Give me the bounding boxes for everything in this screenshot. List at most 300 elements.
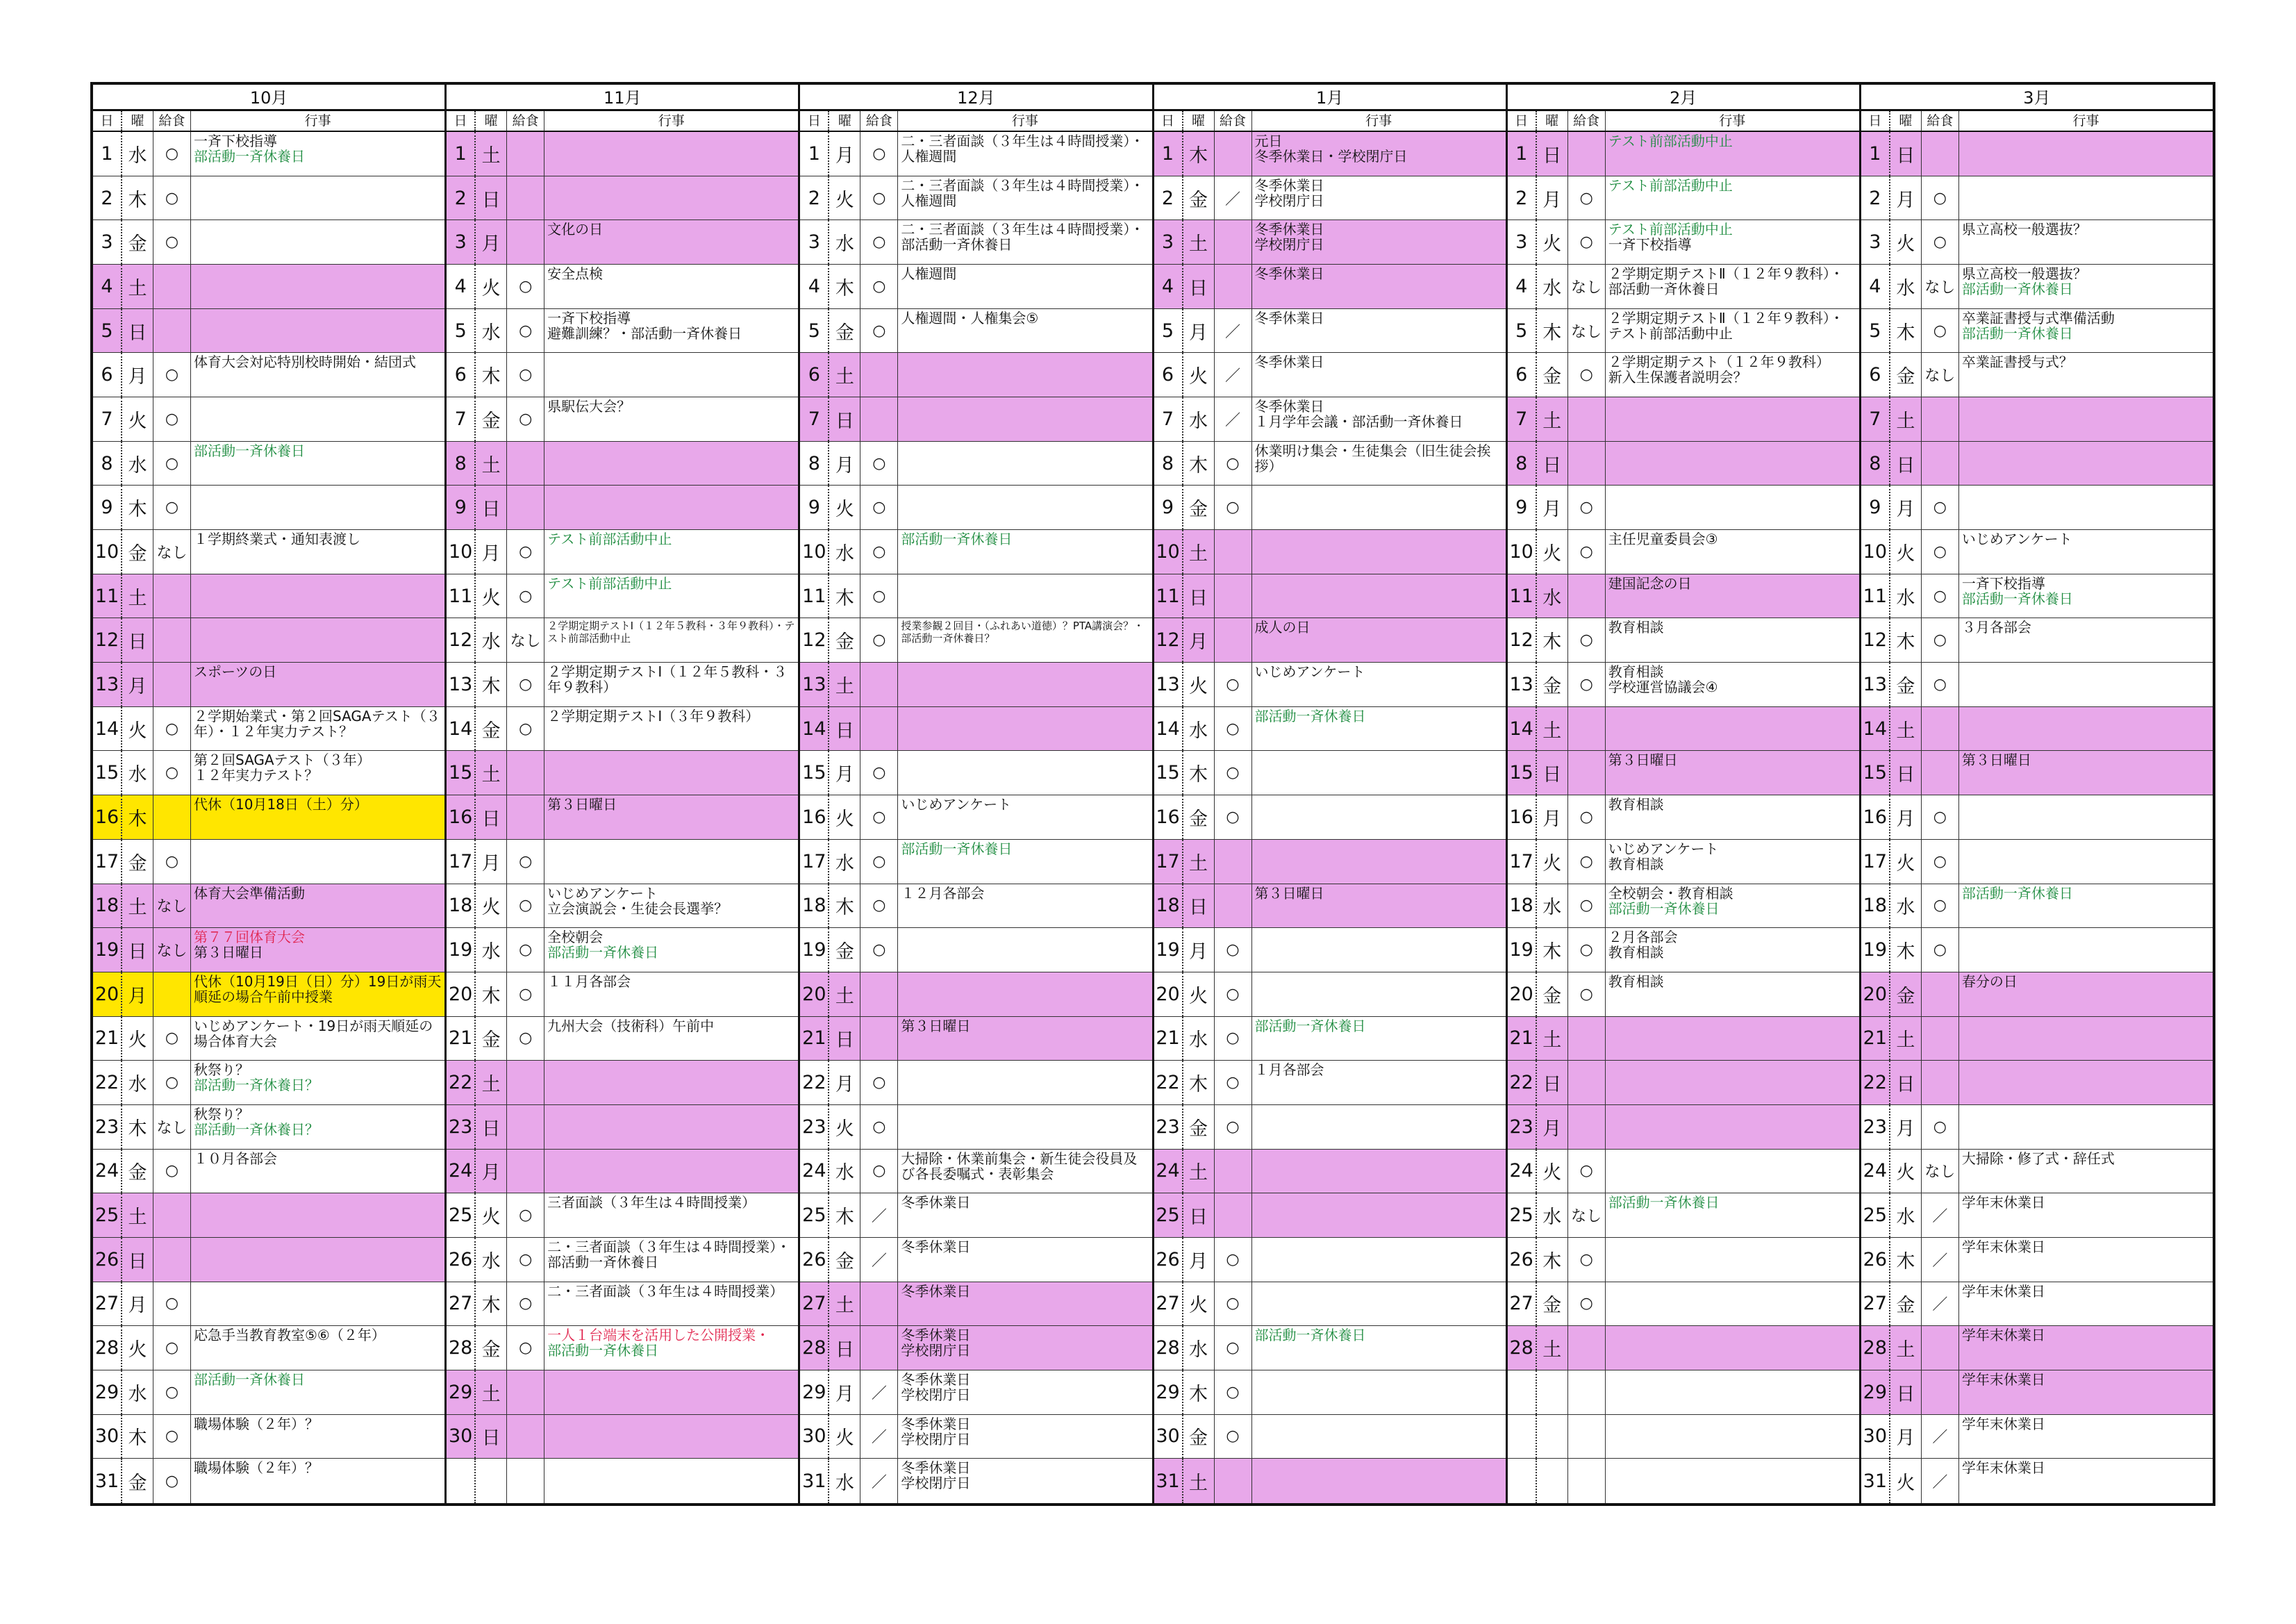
day-row (447, 1459, 798, 1503)
event-cell (897, 442, 1151, 486)
meal-status: ○ (1921, 530, 1958, 574)
weekday: 水 (828, 1150, 860, 1193)
meal-status (153, 663, 190, 706)
weekday: 木 (474, 972, 506, 1016)
meal-status: ／ (860, 1238, 897, 1282)
event-cell (1605, 1238, 1859, 1282)
day-row (1508, 574, 1859, 619)
weekday: 土 (1182, 1459, 1214, 1503)
weekday: 土 (828, 353, 860, 397)
event-text: 避難訓練？・部活動一斉休養日 (547, 324, 742, 342)
weekday: 月 (1536, 486, 1567, 529)
weekday: 月 (121, 1282, 153, 1326)
meal-status (153, 1238, 190, 1282)
day-row (447, 176, 798, 221)
weekday: 土 (474, 1061, 506, 1104)
day-row (93, 1370, 444, 1415)
event-text: 冬季休業日 (1254, 398, 1324, 415)
weekday: 日 (828, 707, 860, 751)
day-number: 3 (101, 231, 113, 254)
day-number: 11 (1863, 585, 1888, 607)
event-cell (1251, 1415, 1506, 1459)
meal-status: なし (1567, 265, 1605, 308)
weekday: 月 (828, 751, 860, 795)
event-text: 三者面談（３年生は４時間授業） (547, 1194, 756, 1211)
event-cell (1605, 1459, 1859, 1503)
event-cell (897, 1459, 1151, 1503)
day-row (447, 884, 798, 929)
event-cell (897, 1061, 1151, 1104)
day-number: 21 (1508, 1017, 1536, 1061)
day-number: 23 (447, 1105, 474, 1149)
event-cell (897, 574, 1151, 618)
weekday: 金 (1536, 1282, 1567, 1326)
event-text: 部活動一斉休養日 (901, 840, 1013, 857)
meal-status: ○ (860, 574, 897, 618)
meal-status: ○ (153, 132, 190, 176)
meal-status (1921, 132, 1958, 176)
day-row (1508, 486, 1859, 530)
day-row (1508, 1326, 1859, 1370)
weekday: 火 (1889, 1459, 1921, 1503)
event-text: 第７７回体育大会 (194, 929, 305, 946)
meal-status (1214, 220, 1251, 264)
month-title: 2月 (1508, 85, 1859, 111)
weekday: 木 (1889, 1238, 1921, 1282)
event-cell (1958, 1282, 2213, 1326)
meal-status: ○ (1921, 486, 1958, 529)
weekday-header: 曜 (1889, 111, 1921, 131)
meal-status: ○ (153, 751, 190, 795)
event-cell (1958, 884, 2213, 928)
day-row (447, 795, 798, 840)
day-number: 17 (802, 850, 826, 872)
meal-status (1214, 530, 1251, 574)
day-row (447, 265, 798, 309)
event-text: 春分の日 (1961, 972, 2018, 990)
day-row (93, 265, 444, 309)
month-title: 3月 (1861, 85, 2213, 111)
weekday: 木 (121, 795, 153, 839)
event-text: 大掃除・修了式・辞任式 (1961, 1150, 2115, 1167)
meal-status: ○ (153, 353, 190, 397)
event-cell (1251, 1061, 1506, 1104)
meal-status: ○ (153, 1282, 190, 1326)
meal-status: ○ (506, 1238, 544, 1282)
event-text: 秋祭り？ (194, 1061, 249, 1079)
weekday: 月 (1536, 176, 1567, 220)
day-number: 11 (448, 585, 473, 607)
day-row (1154, 220, 1506, 265)
day-number: 5 (1869, 320, 1881, 342)
day-row (1861, 1061, 2213, 1105)
weekday: 木 (474, 353, 506, 397)
meal-status (506, 220, 544, 264)
event-text: 第３日曜日 (1961, 752, 2031, 769)
column-header-row (1508, 111, 1859, 132)
day-row (1154, 265, 1506, 309)
day-number: 1 (447, 132, 474, 176)
event-text: 部活動一斉休養日 (1608, 1194, 1720, 1211)
month-column (444, 85, 798, 1503)
meal-status (1921, 442, 1958, 486)
event-text: 全校朝会・教育相談 (1608, 884, 1733, 902)
weekday: 日 (121, 309, 153, 353)
day-number: 14 (1156, 718, 1180, 740)
event-cell (1605, 353, 1859, 397)
weekday: 日 (1182, 265, 1214, 308)
day-number: 15 (1156, 762, 1180, 784)
day-number: 3 (1515, 231, 1528, 254)
event-cell (544, 486, 798, 529)
weekday: 月 (1182, 928, 1214, 972)
meal-status: ○ (1214, 442, 1251, 486)
event-text: 全校朝会 (547, 929, 604, 946)
weekday: 金 (828, 618, 860, 662)
day-number: 19 (1156, 939, 1180, 961)
weekday: 火 (828, 176, 860, 220)
meal-status (1567, 442, 1605, 486)
day-number: 22 (1508, 1061, 1536, 1104)
event-text: 安全点検 (547, 265, 604, 283)
column-header-row (93, 111, 444, 132)
day-row (1508, 1459, 1859, 1503)
meal-status: ○ (1921, 928, 1958, 972)
event-cell (190, 265, 444, 308)
day-row (1154, 309, 1506, 354)
event-text: 冬季休業日 (901, 1459, 971, 1477)
day-number: 8 (447, 442, 474, 486)
weekday: 日 (1182, 574, 1214, 618)
meal-status: ／ (1214, 397, 1251, 441)
weekday: 日 (474, 1415, 506, 1459)
day-row (1508, 1193, 1859, 1238)
event-cell (1958, 353, 2213, 397)
event-text: テスト前部活動中止 (1608, 176, 1733, 194)
event-cell (544, 1370, 798, 1414)
meal-status: ○ (860, 220, 897, 264)
event-cell (897, 220, 1151, 264)
weekday: 日 (828, 1017, 860, 1061)
event-cell (1251, 530, 1506, 574)
weekday: 日 (1536, 1061, 1567, 1104)
day-number: 6 (800, 353, 828, 397)
day-number: 10 (448, 540, 473, 563)
day-header: 日 (100, 113, 114, 129)
day-number: 12 (1509, 629, 1533, 652)
event-cell (1605, 884, 1859, 928)
day-number: 7 (1161, 408, 1174, 430)
meal-status: ○ (506, 1326, 544, 1370)
day-row (447, 486, 798, 530)
day-row (800, 442, 1151, 486)
event-cell (190, 530, 444, 574)
event-cell (190, 751, 444, 795)
event-text: 二・三者面談（３年生は４時間授業）・人権週間 (901, 176, 1145, 209)
meal-status (1567, 707, 1605, 751)
day-row (93, 795, 444, 840)
weekday: 火 (1536, 840, 1567, 884)
event-cell (1958, 1017, 2213, 1061)
meal-status: ○ (153, 1370, 190, 1414)
day-number: 2 (1161, 187, 1174, 209)
day-number: 2 (101, 187, 113, 209)
day-row (800, 972, 1151, 1017)
event-cell (190, 707, 444, 751)
weekday: 木 (1182, 1370, 1214, 1414)
day-row (93, 1326, 444, 1370)
day-row (447, 397, 798, 442)
event-cell (544, 1193, 798, 1237)
event-text: 学年末休業日 (1961, 1194, 2045, 1211)
event-text: ３月各部会 (1961, 619, 2031, 636)
day-number: 18 (802, 895, 826, 917)
month-title: 1月 (1154, 85, 1506, 111)
day-row (93, 530, 444, 574)
event-cell (1251, 840, 1506, 884)
day-row (447, 618, 798, 663)
column-header-row (447, 111, 798, 132)
day-number: 4 (1869, 275, 1881, 297)
event-cell (190, 928, 444, 972)
weekday: 金 (828, 928, 860, 972)
meal-status (860, 353, 897, 397)
event-cell (190, 309, 444, 353)
day-number: 20 (800, 972, 828, 1016)
day-row (1861, 972, 2213, 1017)
event-cell (544, 795, 798, 839)
day-number: 26 (802, 1248, 826, 1270)
column-header-row (1861, 111, 2213, 132)
event-cell (544, 397, 798, 441)
day-number: 1 (101, 142, 113, 165)
event-text: テスト前部活動中止 (547, 531, 672, 548)
event-cell (1958, 972, 2213, 1016)
day-number: 4 (1515, 275, 1528, 297)
meal-status (506, 1415, 544, 1459)
event-cell (1605, 795, 1859, 839)
day-number: 14 (448, 718, 473, 740)
event-text: 部活動一斉休養日 (1961, 324, 2073, 342)
day-row (93, 751, 444, 795)
day-number: 9 (808, 497, 820, 519)
weekday: 金 (1182, 176, 1214, 220)
event-text: 学校閉庁日 (901, 1386, 971, 1403)
meal-status: なし (1921, 265, 1958, 308)
weekday: 木 (121, 1415, 153, 1459)
weekday: 月 (828, 1370, 860, 1414)
day-row (800, 309, 1151, 354)
meal-status (1214, 1459, 1251, 1503)
day-row (1154, 840, 1506, 884)
meal-status: ○ (860, 795, 897, 839)
day-number: 20 (1509, 983, 1533, 1005)
event-cell (1251, 176, 1506, 220)
event-cell (544, 353, 798, 397)
event-cell (190, 176, 444, 220)
event-cell (1605, 530, 1859, 574)
weekday: 日 (1182, 1193, 1214, 1237)
weekday: 土 (474, 132, 506, 176)
meal-status: ／ (1921, 1415, 1958, 1459)
weekday: 火 (1889, 530, 1921, 574)
day-number: 7 (800, 397, 828, 441)
event-cell (544, 220, 798, 264)
weekday: 金 (474, 1326, 506, 1370)
meal-status: ○ (153, 840, 190, 884)
day-row (93, 353, 444, 397)
day-number: 7 (1508, 397, 1536, 441)
event-cell (1605, 176, 1859, 220)
weekday: 木 (1889, 618, 1921, 662)
event-text: 人権週間・人権集会⑤ (901, 309, 1039, 326)
meal-status: ○ (860, 884, 897, 928)
day-row (1861, 928, 2213, 972)
weekday: 水 (1536, 265, 1567, 308)
event-cell (1958, 132, 2213, 176)
event-cell (897, 1282, 1151, 1326)
event-cell (1605, 397, 1859, 441)
event-text: 休業明け集会・生徒集会（旧生徒会挨拶） (1254, 442, 1491, 474)
event-cell (897, 972, 1151, 1016)
meal-status: ○ (1567, 618, 1605, 662)
event-cell (1251, 663, 1506, 706)
event-text: 部活動一斉休養日？ (194, 1120, 319, 1138)
day-number: 12 (93, 618, 121, 662)
day-row (1861, 840, 2213, 884)
event-cell (1958, 707, 2213, 751)
weekday: 火 (1182, 353, 1214, 397)
weekday: 木 (121, 1105, 153, 1149)
meal-status: ／ (860, 1415, 897, 1459)
event-text: ２学期定期テストⅠ（３年９教科） (547, 707, 760, 724)
weekday: 土 (1889, 1017, 1921, 1061)
meal-status: ○ (1214, 1370, 1251, 1414)
meal-status (860, 397, 897, 441)
day-row (447, 1105, 798, 1150)
event-cell (1958, 1326, 2213, 1370)
weekday: 火 (828, 1105, 860, 1149)
day-row (1154, 1193, 1506, 1238)
event-cell (897, 1193, 1151, 1237)
day-number: 6 (1515, 364, 1528, 386)
meal-status: ○ (860, 442, 897, 486)
day-number: 2 (1515, 187, 1528, 209)
day-number: 18 (448, 895, 473, 917)
weekday: 日 (474, 486, 506, 529)
day-number: 31 (94, 1470, 119, 1492)
weekday: 水 (828, 1459, 860, 1503)
meal-status (153, 795, 190, 839)
event-cell (1605, 928, 1859, 972)
month-title: 11月 (447, 85, 798, 111)
event-cell (897, 397, 1151, 441)
day-row (1508, 1150, 1859, 1194)
day-number: 30 (94, 1425, 119, 1448)
day-number: 1 (1508, 132, 1536, 176)
day-number: 7 (101, 408, 113, 430)
event-cell (1958, 265, 2213, 308)
weekday: 土 (828, 1282, 860, 1326)
day-number: 18 (1509, 895, 1533, 917)
event-text: 成人の日 (1254, 619, 1311, 636)
weekday: 金 (1889, 972, 1921, 1016)
day-row (1508, 1282, 1859, 1327)
event-text: 人権週間 (901, 265, 957, 283)
day-row (1861, 751, 2213, 795)
day-number: 9 (1515, 497, 1528, 519)
day-row (1861, 1415, 2213, 1459)
day-row (1154, 1415, 1506, 1459)
day-row (447, 1415, 798, 1459)
event-cell (1605, 1370, 1859, 1414)
weekday: 木 (1182, 132, 1214, 176)
day-row (93, 972, 444, 1017)
event-text: ２学期始業式・第２回SAGAテスト（３年）・１２年実力テスト？ (194, 707, 440, 740)
event-cell (897, 663, 1151, 706)
event-text: １月学年会議・部活動一斉休養日 (1254, 413, 1463, 431)
weekday: 水 (1889, 265, 1921, 308)
meal-status (1567, 1105, 1605, 1149)
meal-status: ／ (860, 1370, 897, 1414)
weekday: 水 (121, 132, 153, 176)
meal-header: 給食 (153, 111, 190, 131)
meal-status (1921, 397, 1958, 441)
day-header: 日 (1161, 113, 1175, 129)
meal-status (1921, 707, 1958, 751)
day-number: 17 (94, 850, 119, 872)
meal-status (1921, 1370, 1958, 1414)
meal-status: ○ (1567, 840, 1605, 884)
meal-status: ○ (1921, 176, 1958, 220)
event-cell (190, 353, 444, 397)
day-row (800, 1061, 1151, 1105)
weekday: 水 (1182, 397, 1214, 441)
event-cell (190, 618, 444, 662)
day-row (1508, 265, 1859, 309)
day-row (447, 220, 798, 265)
event-cell (544, 265, 798, 308)
day-number: 28 (800, 1326, 828, 1370)
weekday: 月 (828, 442, 860, 486)
weekday: 土 (474, 1370, 506, 1414)
weekday: 水 (121, 1370, 153, 1414)
meal-status (860, 707, 897, 751)
day-number: 16 (1156, 806, 1180, 828)
event-text: １学期終業式・通知表渡し (194, 531, 360, 548)
weekday: 水 (474, 928, 506, 972)
day-row (1508, 530, 1859, 574)
weekday: 火 (1889, 220, 1921, 264)
event-cell (1251, 1150, 1506, 1193)
day-row (800, 707, 1151, 752)
day-row (1861, 176, 2213, 221)
meal-status: なし (153, 1105, 190, 1149)
day-number: 18 (93, 884, 121, 928)
event-cell (544, 1017, 798, 1061)
weekday: 水 (1889, 574, 1921, 618)
event-cell (1251, 132, 1506, 176)
weekday: 火 (121, 1326, 153, 1370)
event-cell (190, 1193, 444, 1237)
event-text: いじめアンケート (1608, 840, 1719, 857)
day-row (1861, 1017, 2213, 1061)
event-cell (544, 442, 798, 486)
day-row (93, 132, 444, 176)
meal-status: なし (506, 618, 544, 662)
meal-status: ○ (1214, 1415, 1251, 1459)
event-cell (1958, 397, 2213, 441)
